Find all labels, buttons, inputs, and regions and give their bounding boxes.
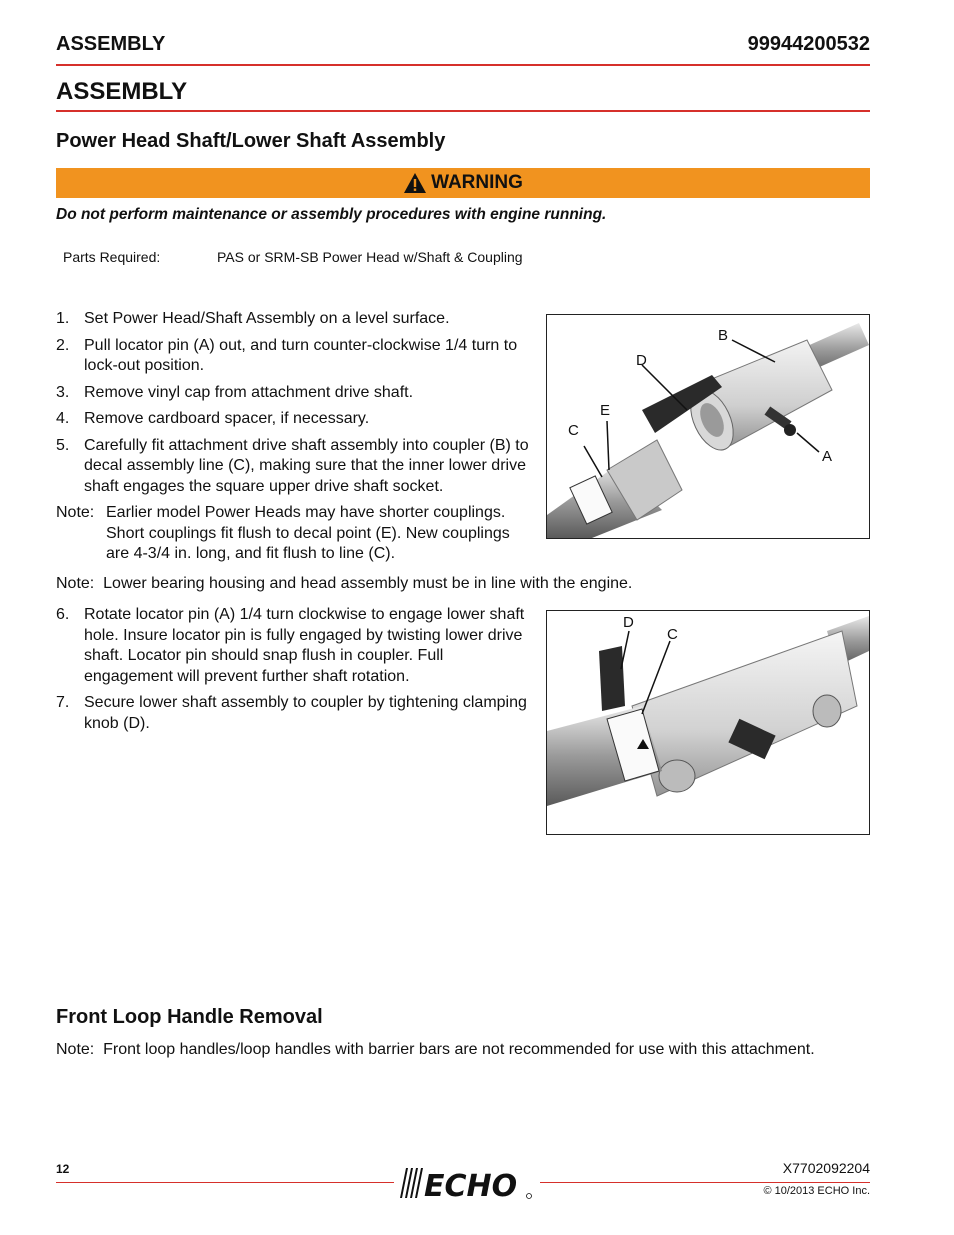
section-heading-front-loop-handle: Front Loop Handle Removal <box>56 1006 323 1028</box>
step-text: Set Power Head/Shaft Assembly on a level surface. <box>84 310 450 327</box>
step-number: 3. <box>56 383 70 401</box>
header-rule <box>56 64 870 66</box>
step-number: 1. <box>56 310 70 327</box>
echo-logo-mark <box>396 1166 536 1200</box>
list-item <box>56 409 536 430</box>
step-text: Remove vinyl cap from attachment drive shaft. <box>84 383 414 401</box>
note-label: Note: <box>56 575 95 592</box>
figure-label-c: C <box>568 422 579 439</box>
running-header-section: ASSEMBLY <box>56 33 166 55</box>
note-alignment <box>56 574 870 595</box>
warning-label: WARNING <box>431 172 523 193</box>
step-text: Pull locator pin (A) out, and turn counter-clockwise 1/4 turn to lock-out position. <box>84 336 518 374</box>
title-rule <box>56 110 870 112</box>
coupler-disassembled-illustration <box>547 315 869 538</box>
note-label: Note: <box>56 504 95 521</box>
note-text: Front loop handles/loop handles with barrier bars are not recommended for use with this attachment. <box>103 1041 815 1058</box>
step-text: Secure lower shaft assembly to coupler by tightening clamping knob (D). <box>84 694 527 732</box>
coupler-assembled-illustration <box>547 611 869 834</box>
parts-required-label: Parts Required: <box>63 249 161 265</box>
note-text: Earlier model Power Heads may have shorter couplings. Short couplings fit flush to decal point (E). New couplings are 4-3/4 in. long, and fit flush to line (C). <box>106 504 510 562</box>
footer-part-number: X7702092204 <box>782 1160 870 1176</box>
step-text: Remove cardboard spacer, if necessary. <box>84 410 370 427</box>
figure-label-d: D <box>636 352 647 369</box>
steps-block-a <box>56 309 536 565</box>
figure-label-e: E <box>600 402 611 419</box>
steps-list-b <box>56 605 530 734</box>
warning-banner <box>56 168 870 198</box>
echo-logo <box>396 1166 536 1200</box>
note-front-loop-handle <box>56 1040 886 1061</box>
step-text: Rotate locator pin (A) 1/4 turn clockwise to engage lower shaft hole. Insure locator pin is fully engaged by twisting lower drive shaft. Locator pin should snap flush in coupler. Full engagement will prevent further shaft rotation. <box>84 606 525 685</box>
footer-rule-left <box>56 1182 394 1183</box>
figure-label-b: B <box>718 327 729 344</box>
step-number: 4. <box>56 410 70 427</box>
note-short-couplings <box>56 503 536 565</box>
steps-list-a <box>56 309 536 497</box>
page-number: 12 <box>56 1162 70 1176</box>
page-title: ASSEMBLY <box>56 78 188 105</box>
list-item <box>56 693 530 734</box>
figure-coupler-disassembled <box>546 314 870 539</box>
note-text: Lower bearing housing and head assembly must be in line with the engine. <box>103 575 633 592</box>
figure-coupler-assembled <box>546 610 870 835</box>
figure-label-d: D <box>623 614 634 631</box>
step-text: Carefully fit attachment drive shaft assembly into coupler (B) to decal assembly line (C), making sure that the inner lower drive shaft engages the square upper drive shaft socket. <box>84 436 529 495</box>
footer-rule-right <box>540 1182 870 1183</box>
warning-triangle-icon <box>403 172 427 194</box>
list-item <box>56 309 536 330</box>
list-item <box>56 383 536 404</box>
list-item <box>56 605 530 687</box>
step-number: 2. <box>56 336 70 354</box>
list-item <box>56 336 536 377</box>
note-label: Note: <box>56 1041 95 1058</box>
echo-logo-text: ECHO <box>424 1169 518 1200</box>
parts-required-value: PAS or SRM-SB Power Head w/Shaft & Coupling <box>217 249 523 265</box>
running-header-doc-number: 99944200532 <box>747 33 870 55</box>
section-heading-shaft-assembly: Power Head Shaft/Lower Shaft Assembly <box>56 130 446 152</box>
step-number: 6. <box>56 606 70 623</box>
steps-block-b <box>56 605 530 740</box>
list-item <box>56 436 536 498</box>
figure-label-c: C <box>667 626 678 643</box>
step-number: 7. <box>56 694 70 711</box>
step-number: 5. <box>56 436 70 454</box>
figure-label-a: A <box>822 448 833 465</box>
footer-copyright: © 10/2013 ECHO Inc. <box>763 1185 870 1197</box>
warning-text: Do not perform maintenance or assembly procedures with engine running. <box>56 206 607 223</box>
